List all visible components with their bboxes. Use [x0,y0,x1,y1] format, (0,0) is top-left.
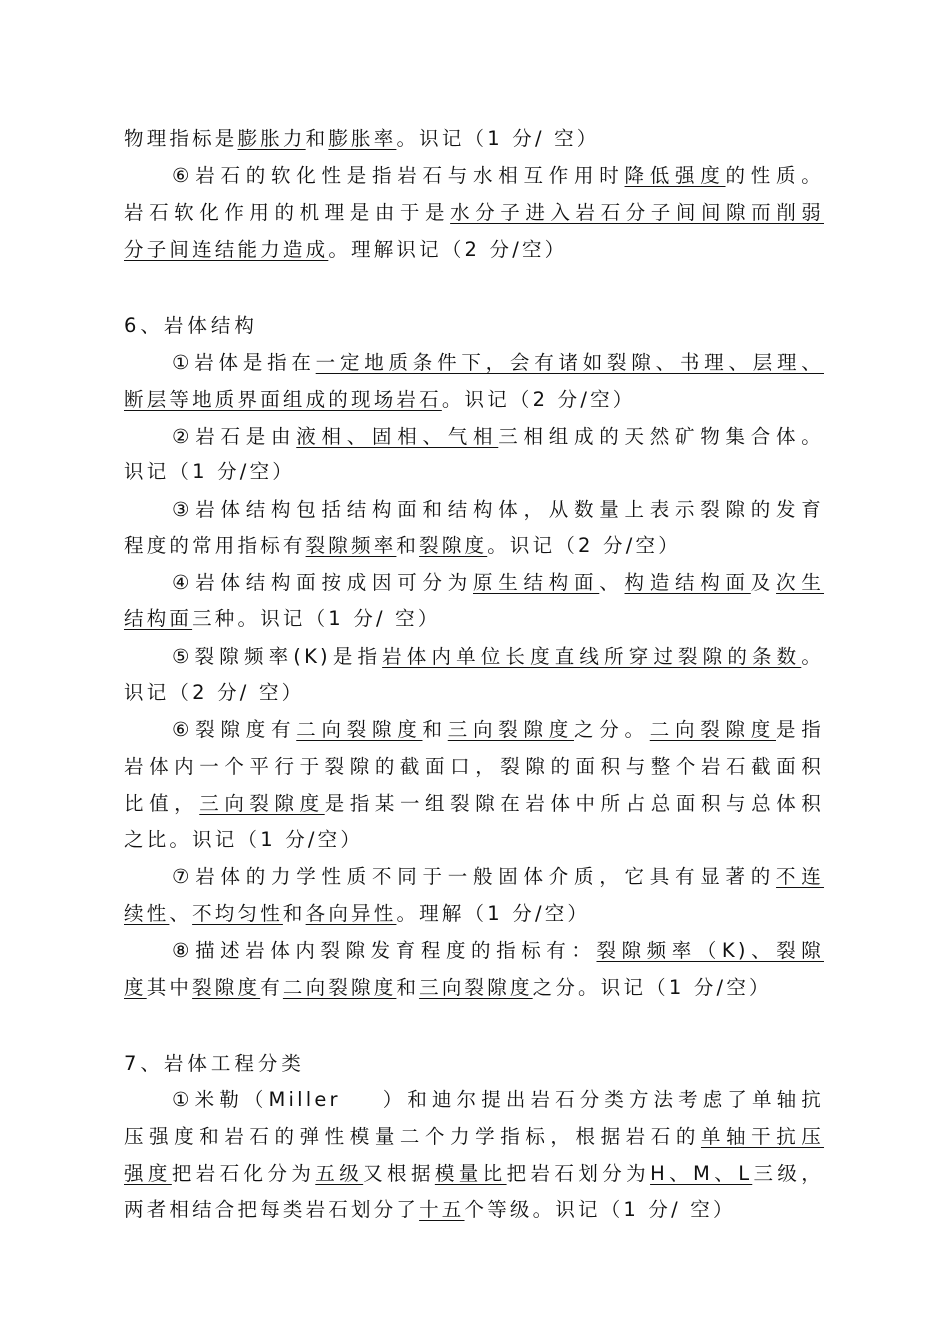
text: ②岩石是由 [172,425,297,448]
text-line [172,717,824,743]
answer-blank: 裂隙度 [419,534,488,557]
text: ⑤裂隙频率(K)是指 [172,645,383,668]
answer-blank: 膨胀力 [237,127,306,150]
text: 其中 [146,976,193,999]
answer-blank: 岩体内单位长度直线所穿过裂隙的条数 [382,645,802,668]
text: 、 [169,902,193,925]
answer-blank: 模量比 [434,1162,507,1185]
answer-blank: 膨胀率 [328,127,397,150]
text: 是指 [775,718,824,741]
score-note: 。理解识记（2 分/空） [328,238,568,261]
text-line [172,350,824,376]
text-line [172,938,824,964]
text: 和 [422,718,448,741]
answer-blank: 原生结构面 [473,571,600,594]
text: 。 [801,645,825,668]
text: 程度的常用指标有 [124,534,306,557]
text: 的性质。 [725,164,824,187]
score-note: 。理解（1 分/空） [396,902,591,925]
answer-blank: 三向裂隙度 [447,718,574,741]
answer-blank: 各向异性 [305,902,397,925]
answer-blank: 液相、固相、气相 [296,425,499,448]
score-note: 。识记（1 分/ 空） [396,127,600,150]
text: ①岩体是指在 [172,351,316,374]
answer-blank: 续性 [124,902,170,925]
text: ⑧描述岩体内裂隙发育程度的指标有： [172,939,597,962]
text: 比值， [124,792,200,815]
answer-blank: 十五 [419,1198,465,1221]
text: 和 [305,127,329,150]
text-line: 岩体内一个平行于裂隙的截面口，裂隙的面积与整个岩石截面积 [124,755,824,778]
text: 压强度和岩石的弹性模量二个力学指标，根据岩石的 [124,1125,701,1148]
text: ④岩体结构面按成因可分为 [172,571,473,594]
text: 三相组成的天然矿物集合体。 [498,425,824,448]
score-note: 。识记（2 分/空） [441,388,636,411]
answer-blank: 度 [124,976,147,999]
text-line [124,975,824,1001]
answer-blank: 断层等地质界面组成的现场岩石 [124,388,442,411]
answer-blank: 结构面 [124,607,193,630]
text: 把岩石划分为 [506,1162,651,1185]
answer-blank: 五级 [315,1162,364,1185]
answer-blank: 不均匀性 [192,902,283,925]
text: 和 [396,534,420,557]
text-line [124,791,824,817]
score-note: 三种。识记（1 分/ 空） [192,607,441,630]
answer-blank: 裂隙频率 [305,534,397,557]
section-heading: 7、岩体工程分类 [124,1052,305,1075]
text-line [172,864,824,890]
section-heading: 6、岩体结构 [124,314,258,337]
text-line [124,533,824,559]
text: 、 [599,571,625,594]
answer-blank: 不连 [776,865,824,888]
answer-blank: 构造结构面 [624,571,751,594]
text: ⑦岩体的力学性质不同于一般固体介质，它具有显著的 [172,865,777,888]
text-line [124,1161,824,1187]
score-note: 识记（1 分/空） [124,460,295,483]
text: 及 [750,571,777,594]
answer-blank: 次生 [776,571,825,594]
answer-blank: 三向裂隙度 [419,976,533,999]
answer-blank: 二向裂隙度 [296,718,423,741]
answer-blank: H、M、L [650,1162,753,1185]
answer-blank: 裂隙频率（K)、裂隙 [596,939,824,962]
text-line [124,1124,824,1150]
text-line [124,126,824,152]
text-line [124,237,824,263]
answer-blank: 分子间连结能力造成 [124,238,329,261]
text: ⑥裂隙度有 [172,718,297,741]
text-line: ③岩体结构包括结构面和结构体，从数量上表示裂隙的发育 [172,498,824,521]
text: 岩石软化作用的机理是由于是 [124,201,451,224]
text: 三级， [752,1162,824,1185]
text: 和 [396,976,420,999]
score-note: 个等级。识记（1 分/ 空） [464,1198,736,1221]
text-line [172,570,824,596]
score-note: 之分。识记（1 分/空） [532,976,772,999]
text-line [172,644,824,670]
answer-blank: 二向裂隙度 [649,718,776,741]
text-line [124,606,824,632]
answer-blank: 降低强度 [624,164,726,187]
answer-blank: 强度 [124,1162,172,1185]
text-line [172,163,824,189]
text: 物理指标是 [124,127,238,150]
text: ⑥岩石的软化性是指岩石与水相互作用时 [172,164,625,187]
answer-blank: 单轴干抗压 [700,1125,824,1148]
answer-blank: 一定地质条件下，会有诸如裂隙、书理、层理、 [315,351,824,374]
score-note: 。识记（2 分/空） [487,534,681,557]
text: 之分。 [573,718,650,741]
text-line [172,1087,824,1113]
answer-blank: 裂隙度 [192,976,261,999]
score-note: 识记（2 分/ 空） [124,681,305,704]
answer-blank: 二向裂隙度 [282,976,397,999]
text: ）和迪尔提出岩石分类方法考虑了单轴抗 [380,1088,825,1111]
text: 两者相结合把每类岩石划分了 [124,1198,420,1221]
text: 是指某一组裂隙在岩体中所占总面积与总体积 [324,792,824,815]
text: ①米勒（Miller [172,1088,341,1111]
answer-blank: 三向裂隙度 [199,792,325,815]
text-line [172,424,824,450]
text-line [124,387,824,413]
score-note: 之比。识记（1 分/空） [124,828,364,851]
text: 又根据 [363,1162,435,1185]
text: 把岩石化分为 [171,1162,316,1185]
text-line [124,200,824,226]
text-line [124,1197,824,1223]
answer-blank: 水分子进入岩石分子间间隙而削弱 [450,201,824,224]
text: 和 [282,902,306,925]
text: 有 [260,976,283,999]
text-line [124,901,824,927]
